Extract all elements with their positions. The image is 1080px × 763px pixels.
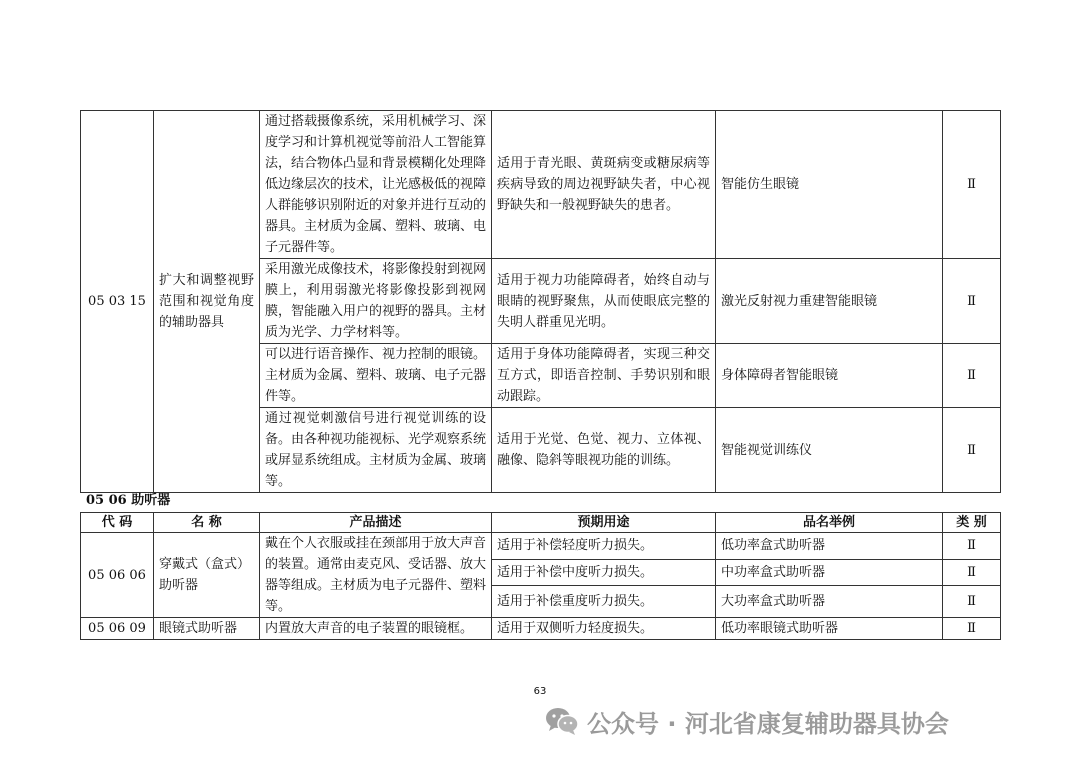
example-cell: 中功率盒式助听器 <box>716 559 943 586</box>
wechat-icon <box>545 706 579 736</box>
example-cell: 身体障碍者智能眼镜 <box>716 344 943 408</box>
header-example: 品名举例 <box>716 513 943 533</box>
example-cell: 大功率盒式助听器 <box>716 586 943 618</box>
description-cell: 戴在个人衣服或挂在颈部用于放大声音的装置。通常由麦克风、受话器、放大器等组成。主材质为电子元器件、塑料等。 <box>260 533 492 618</box>
watermark <box>545 703 949 739</box>
product-code-cell: 05 06 06 <box>81 533 154 618</box>
description-cell: 通过搭载摄像系统，采用机械学习、深度学习和计算机视觉等前沿人工智能算法，结合物体凸显和背景模糊化处理降低边缘层次的技术，让光感极低的视障人群能够识别附近的对象并进行互动的器具。主材质为金属、塑料、玻璃、电子元器件等。 <box>260 111 492 259</box>
table-row <box>81 111 1001 259</box>
product-code-cell: 05 06 09 <box>81 618 154 640</box>
class-cell: Ⅱ <box>943 408 1001 493</box>
description-cell: 可以进行语音操作、视力控制的眼镜。主材质为金属、塑料、玻璃、电子元器件等。 <box>260 344 492 408</box>
device-table-hearing-aids <box>80 512 1001 640</box>
class-cell: Ⅱ <box>943 586 1001 618</box>
intended-use-cell: 适用于双侧听力轻度损失。 <box>492 618 716 640</box>
device-table-visual-aids <box>80 110 1001 493</box>
intended-use-cell: 适用于补偿中度听力损失。 <box>492 559 716 586</box>
description-cell: 采用激光成像技术，将影像投射到视网膜上，利用弱激光将影像投影到视网膜，智能融入用户的视野的器具。主材质为光学、力学材料等。 <box>260 259 492 344</box>
description-cell: 内置放大声音的电子装置的眼镜框。 <box>260 618 492 640</box>
header-intended-use: 预期用途 <box>492 513 716 533</box>
example-cell: 智能视觉训练仪 <box>716 408 943 493</box>
class-cell: Ⅱ <box>943 259 1001 344</box>
watermark-text: 公众号 · 河北省康复辅助器具协会 <box>587 709 949 738</box>
class-cell: Ⅱ <box>943 111 1001 259</box>
product-name-cell: 扩大和调整视野范围和视觉角度的辅助器具 <box>154 111 260 493</box>
intended-use-cell: 适用于视力功能障碍者，始终自动与眼睛的视野聚焦，从而使眼底完整的失明人群重见光明。 <box>492 259 716 344</box>
example-cell: 低功率眼镜式助听器 <box>716 618 943 640</box>
example-cell: 激光反射视力重建智能眼镜 <box>716 259 943 344</box>
page-number: 63 <box>533 686 547 697</box>
intended-use-cell: 适用于青光眼、黄斑病变或糖尿病等疾病导致的周边视野缺失者，中心视野缺失和一般视野缺失的患者。 <box>492 111 716 259</box>
section-title: 05 06 助听器 <box>86 493 171 508</box>
header-description: 产品描述 <box>260 513 492 533</box>
intended-use-cell: 适用于身体功能障碍者，实现三种交互方式，即语音控制、手势识别和眼动跟踪。 <box>492 344 716 408</box>
intended-use-cell: 适用于补偿重度听力损失。 <box>492 586 716 618</box>
example-cell: 智能仿生眼镜 <box>716 111 943 259</box>
class-cell: Ⅱ <box>943 559 1001 586</box>
product-name-cell: 眼镜式助听器 <box>154 618 260 640</box>
product-code-cell: 05 03 15 <box>81 111 154 493</box>
header-name: 名 称 <box>154 513 260 533</box>
product-name-cell: 穿戴式（盒式）助听器 <box>154 533 260 618</box>
table-header-row <box>81 513 1001 533</box>
class-cell: Ⅱ <box>943 618 1001 640</box>
header-class: 类 别 <box>943 513 1001 533</box>
class-cell: Ⅱ <box>943 344 1001 408</box>
class-cell: Ⅱ <box>943 533 1001 560</box>
intended-use-cell: 适用于补偿轻度听力损失。 <box>492 533 716 560</box>
table-row <box>81 533 1001 560</box>
example-cell: 低功率盒式助听器 <box>716 533 943 560</box>
header-code: 代 码 <box>81 513 154 533</box>
description-cell: 通过视觉刺激信号进行视觉训练的设备。由各种视功能视标、光学观察系统或屏显系统组成。主材质为金属、玻璃等。 <box>260 408 492 493</box>
table-row <box>81 618 1001 640</box>
intended-use-cell: 适用于光觉、色觉、视力、立体视、融像、隐斜等眼视功能的训练。 <box>492 408 716 493</box>
